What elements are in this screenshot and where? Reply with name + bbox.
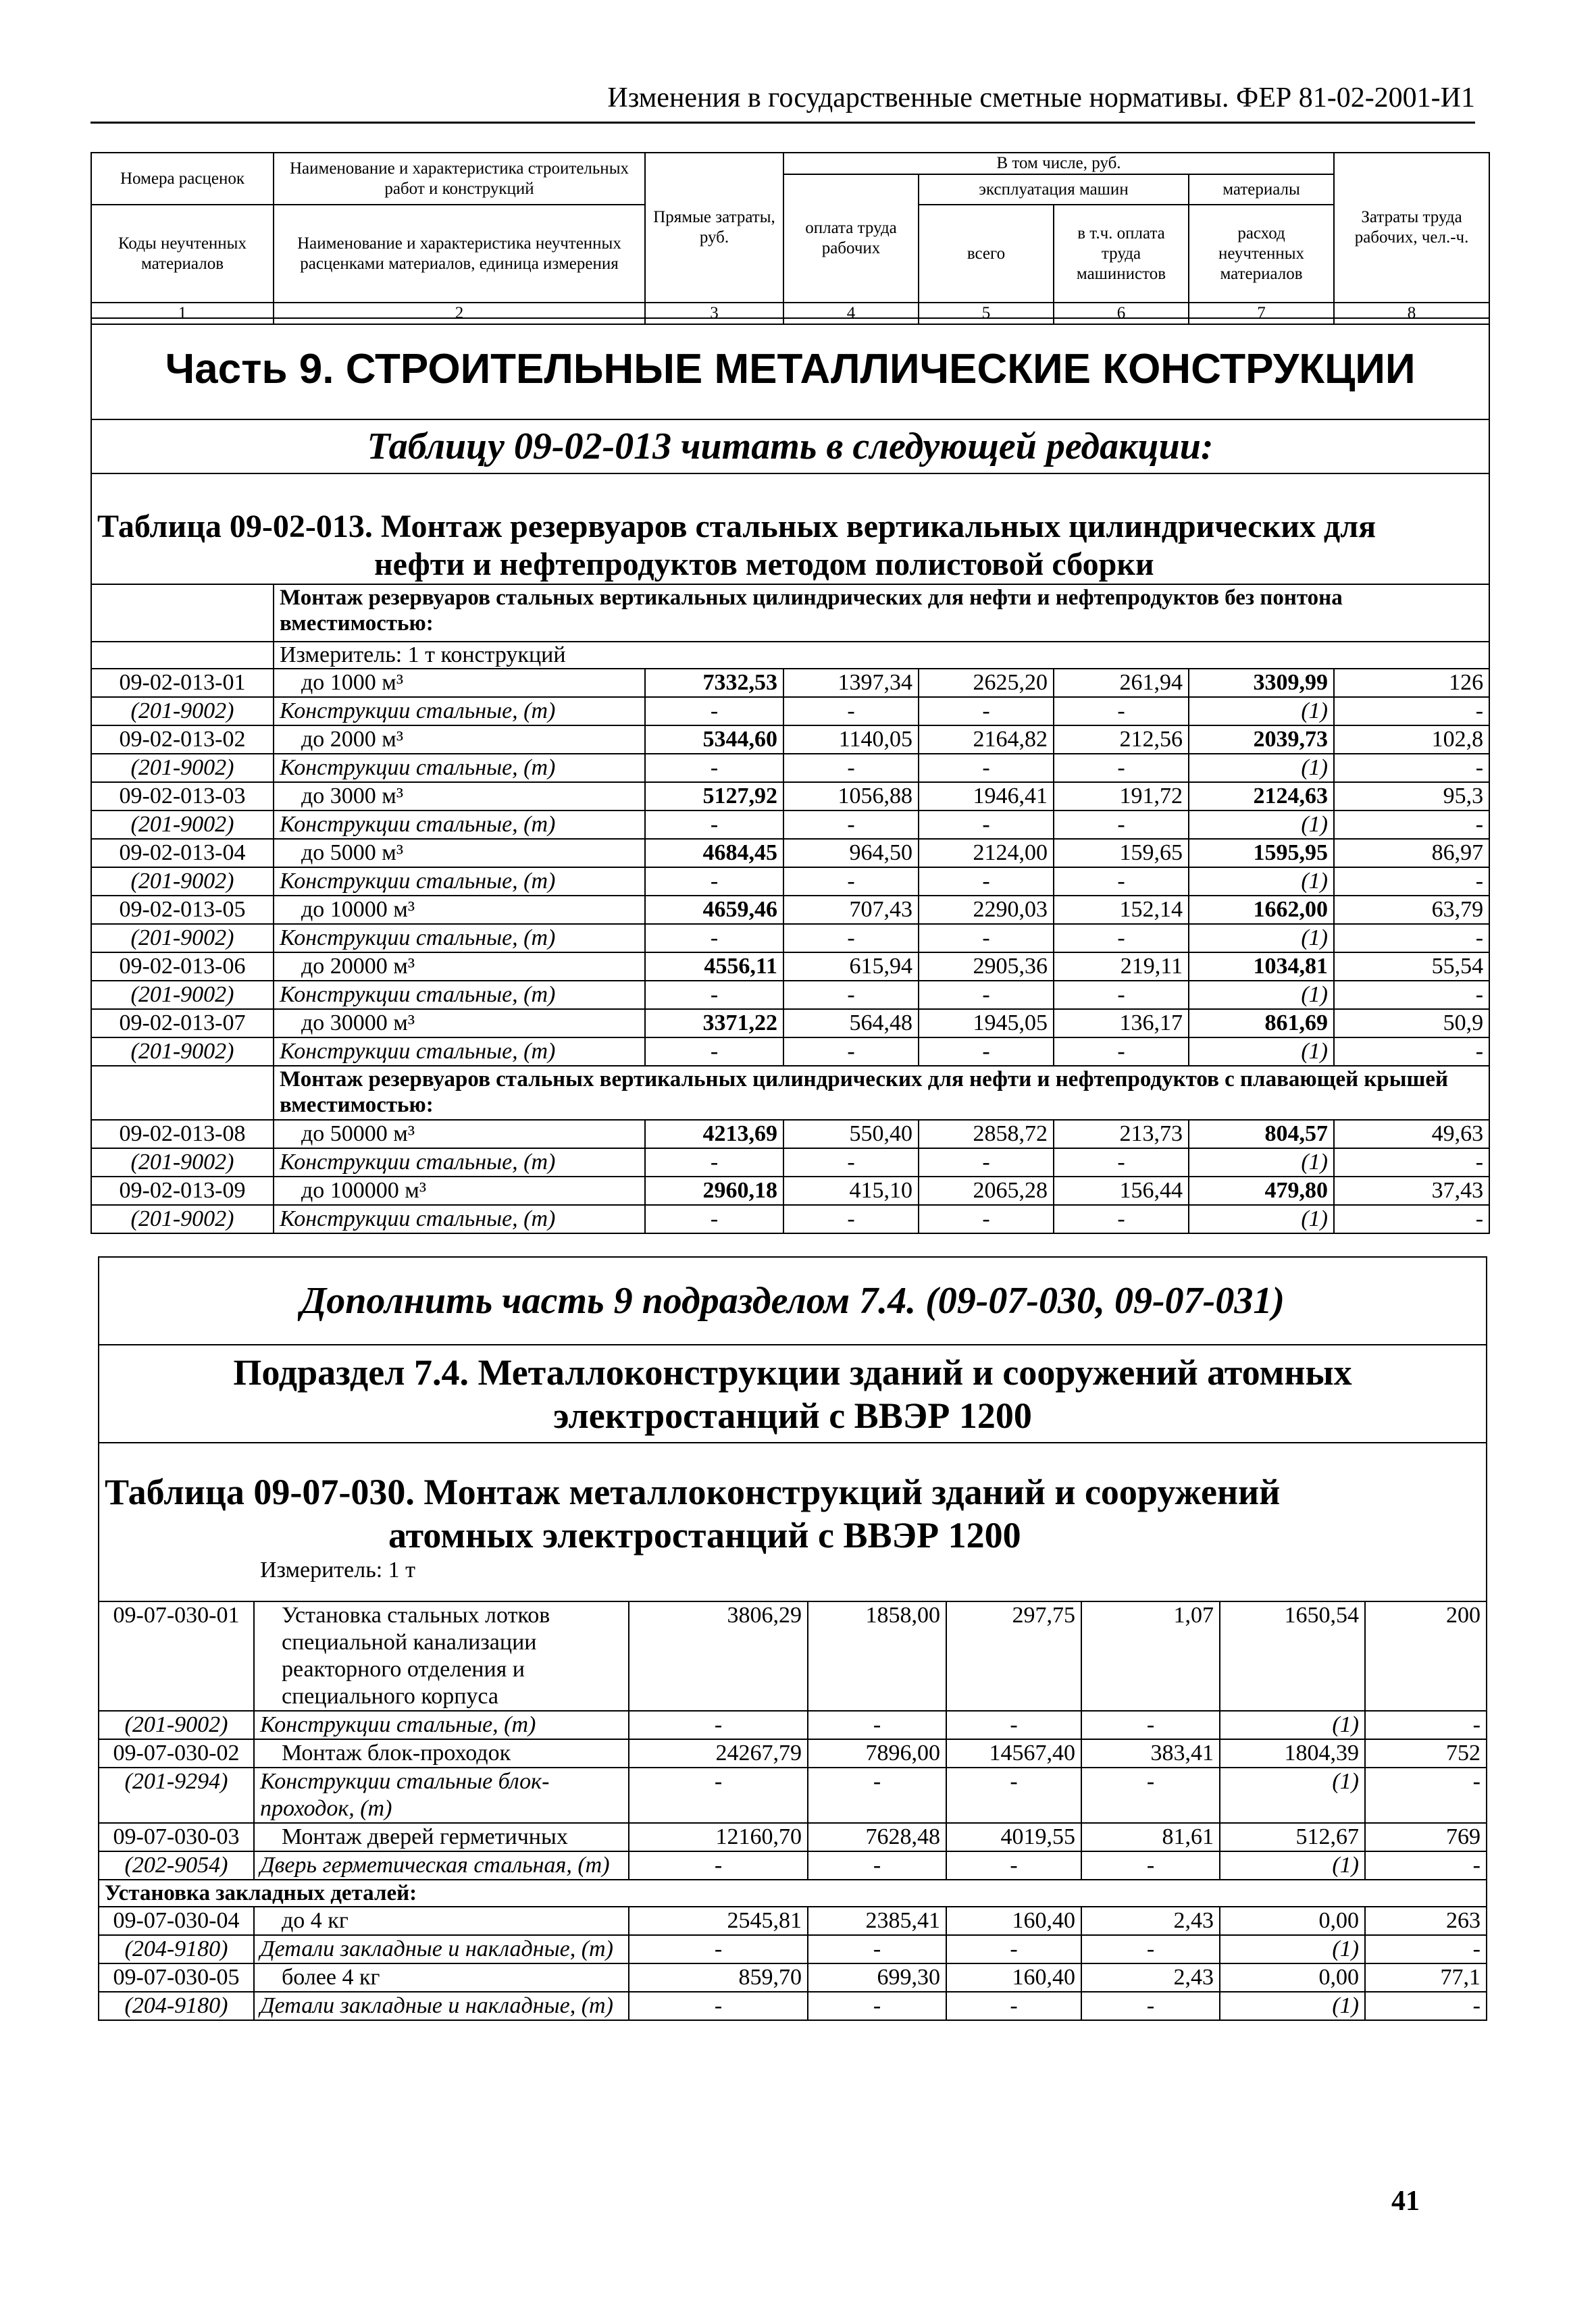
rate-code: 09-07-030-01	[99, 1601, 254, 1711]
table-row	[91, 697, 1489, 725]
table-row	[91, 839, 1489, 867]
operators-dash: -	[1081, 1992, 1220, 2020]
instruction-text: Таблицу 09-02-013 читать в следующей редакции:	[91, 419, 1489, 473]
direct-costs-value: 7332,53	[645, 669, 783, 697]
rate-name: Установка стальных лотков специальной канализации реакторного отделения и специального корпуса	[254, 1601, 629, 1711]
col-number: 2	[274, 303, 645, 324]
table-row	[99, 1992, 1487, 2020]
machines-value: 4019,55	[946, 1823, 1081, 1851]
rate-code: 09-02-013-01	[91, 669, 274, 697]
direct-dash: -	[645, 811, 783, 839]
col-total: всего	[919, 205, 1054, 303]
material-qty: (1)	[1220, 1935, 1365, 1963]
material-code: (204-9180)	[99, 1935, 254, 1963]
table-row	[91, 1205, 1489, 1233]
rate-code: 09-02-013-03	[91, 782, 274, 811]
operators-dash: -	[1081, 1711, 1220, 1739]
material-code: (201-9294)	[99, 1768, 254, 1823]
material-qty: (1)	[1189, 697, 1334, 725]
labor-dash: -	[1334, 924, 1489, 952]
machines-dash: -	[946, 1992, 1081, 2020]
table-row	[99, 1823, 1487, 1851]
col-machines: эксплуатация машин	[919, 174, 1189, 205]
machines-dash: -	[919, 924, 1054, 952]
materials-value: 0,00	[1220, 1907, 1365, 1935]
wages-dash: -	[808, 1935, 946, 1963]
labor-dash: -	[1334, 1037, 1489, 1066]
meter-label: Измеритель: 1 т	[260, 1558, 416, 1583]
operators-value: 213,73	[1054, 1120, 1189, 1148]
direct-costs-value: 4213,69	[645, 1120, 783, 1148]
labor-dash: -	[1365, 1992, 1487, 2020]
machines-dash: -	[946, 1768, 1081, 1823]
wages-dash: -	[783, 697, 919, 725]
table-row	[91, 1009, 1489, 1037]
operators-value: 152,14	[1054, 896, 1189, 924]
table-row	[91, 754, 1489, 782]
group-heading: Монтаж резервуаров стальных вертикальных цилиндрических для нефти и нефтепродуктов с плавающей крышей вместимостью:	[274, 1066, 1489, 1120]
operators-value: 1,07	[1081, 1601, 1220, 1711]
operators-value: 383,41	[1081, 1739, 1220, 1768]
group-heading: Монтаж резервуаров стальных вертикальных цилиндрических для нефти и нефтепродуктов без понтона вместимостью:	[274, 584, 1489, 642]
machines-dash: -	[946, 1935, 1081, 1963]
table-row	[99, 1601, 1487, 1711]
rate-name: до 5000 м³	[274, 839, 645, 867]
col-incl-rub: В том числе, руб.	[783, 153, 1334, 174]
materials-value: 3309,99	[1189, 669, 1334, 697]
col-number: 5	[919, 303, 1054, 324]
material-code: (201-9002)	[91, 1148, 274, 1177]
labor-value: 263	[1365, 1907, 1487, 1935]
direct-costs-value: 859,70	[629, 1963, 808, 1992]
machines-value: 1945,05	[919, 1009, 1054, 1037]
operators-value: 2,43	[1081, 1963, 1220, 1992]
direct-costs-value: 5344,60	[645, 725, 783, 754]
wages-value: 1140,05	[783, 725, 919, 754]
col-labor-costs: Затраты труда рабочих, чел.-ч.	[1334, 153, 1489, 303]
labor-dash: -	[1365, 1711, 1487, 1739]
operators-dash: -	[1054, 1148, 1189, 1177]
materials-value: 2039,73	[1189, 725, 1334, 754]
labor-value: 49,63	[1334, 1120, 1489, 1148]
material-qty: (1)	[1220, 1768, 1365, 1823]
wages-value: 564,48	[783, 1009, 919, 1037]
table-row	[91, 811, 1489, 839]
table-row	[91, 669, 1489, 697]
operators-dash: -	[1054, 1205, 1189, 1233]
direct-costs-value: 4659,46	[645, 896, 783, 924]
labor-value: 102,8	[1334, 725, 1489, 754]
labor-value: 77,1	[1365, 1963, 1487, 1992]
direct-costs-value: 5127,92	[645, 782, 783, 811]
table-row	[99, 1739, 1487, 1768]
col-wages: оплата труда рабочих	[783, 174, 919, 303]
direct-dash: -	[629, 1851, 808, 1880]
table-row	[99, 1711, 1487, 1739]
direct-dash: -	[629, 1935, 808, 1963]
materials-value: 0,00	[1220, 1963, 1365, 1992]
machines-dash: -	[919, 867, 1054, 896]
table-row	[99, 1851, 1487, 1880]
labor-dash: -	[1334, 981, 1489, 1009]
material-code: (201-9002)	[91, 867, 274, 896]
rate-name: до 3000 м³	[274, 782, 645, 811]
material-code: (201-9002)	[91, 981, 274, 1009]
wages-value: 550,40	[783, 1120, 919, 1148]
material-code: (202-9054)	[99, 1851, 254, 1880]
wages-value: 699,30	[808, 1963, 946, 1992]
wages-dash: -	[783, 981, 919, 1009]
rate-code: 09-02-013-05	[91, 896, 274, 924]
machines-dash: -	[919, 981, 1054, 1009]
rate-name: Монтаж дверей герметичных	[254, 1823, 629, 1851]
table-row	[91, 782, 1489, 811]
operators-value: 159,65	[1054, 839, 1189, 867]
material-name: Конструкции стальные, (т)	[274, 981, 645, 1009]
rate-name: до 50000 м³	[274, 1120, 645, 1148]
wages-value: 7628,48	[808, 1823, 946, 1851]
page-number: 41	[1391, 2186, 1420, 2217]
material-code: (201-9002)	[91, 811, 274, 839]
rate-code: 09-02-013-08	[91, 1120, 274, 1148]
material-qty: (1)	[1189, 754, 1334, 782]
addition-instruction: Дополнить часть 9 подразделом 7.4. (09-07-030, 09-07-031)	[99, 1257, 1487, 1345]
table-row	[91, 867, 1489, 896]
col-name-work: Наименование и характеристика строительных работ и конструкций	[274, 153, 645, 205]
machines-value: 2858,72	[919, 1120, 1054, 1148]
wages-value: 615,94	[783, 952, 919, 981]
machines-value: 2065,28	[919, 1177, 1054, 1205]
machines-dash: -	[919, 1205, 1054, 1233]
table-row	[99, 1768, 1487, 1823]
col-number: 1	[91, 303, 274, 324]
labor-value: 200	[1365, 1601, 1487, 1711]
materials-value: 1034,81	[1189, 952, 1334, 981]
col-direct-costs: Прямые затраты, руб.	[645, 153, 783, 303]
labor-value: 769	[1365, 1823, 1487, 1851]
wages-dash: -	[808, 1851, 946, 1880]
operators-value: 191,72	[1054, 782, 1189, 811]
rate-name: до 100000 м³	[274, 1177, 645, 1205]
operators-dash: -	[1054, 1037, 1189, 1066]
machines-dash: -	[919, 697, 1054, 725]
machines-value: 2164,82	[919, 725, 1054, 754]
material-name: Конструкции стальные, (т)	[274, 1148, 645, 1177]
operators-value: 81,61	[1081, 1823, 1220, 1851]
material-code: (201-9002)	[91, 1205, 274, 1233]
table-row	[91, 952, 1489, 981]
material-qty: (1)	[1220, 1851, 1365, 1880]
direct-dash: -	[645, 697, 783, 725]
rate-name: до 4 кг	[254, 1907, 629, 1935]
material-name: Конструкции стальные, (т)	[274, 811, 645, 839]
direct-costs-value: 2545,81	[629, 1907, 808, 1935]
wages-dash: -	[783, 1037, 919, 1066]
operators-value: 261,94	[1054, 669, 1189, 697]
rate-name: более 4 кг	[254, 1963, 629, 1992]
table-row	[91, 725, 1489, 754]
operators-dash: -	[1081, 1851, 1220, 1880]
labor-dash: -	[1334, 867, 1489, 896]
table-row	[99, 1935, 1487, 1963]
wages-dash: -	[783, 754, 919, 782]
material-name: Конструкции стальные, (т)	[274, 697, 645, 725]
rate-name: до 1000 м³	[274, 669, 645, 697]
labor-value: 752	[1365, 1739, 1487, 1768]
direct-dash: -	[645, 1037, 783, 1066]
rate-code: 09-07-030-05	[99, 1963, 254, 1992]
empty-cell	[91, 1066, 274, 1120]
material-code: (201-9002)	[99, 1711, 254, 1739]
table-07-030-title	[99, 1443, 1487, 1601]
operators-dash: -	[1054, 697, 1189, 725]
table-07-030-title-line1: Таблица 09-07-030. Монтаж металлоконструкций зданий и сооружений	[105, 1472, 1281, 1512]
labor-value: 86,97	[1334, 839, 1489, 867]
wages-dash: -	[783, 1205, 919, 1233]
material-qty: (1)	[1189, 811, 1334, 839]
material-code: (201-9002)	[91, 924, 274, 952]
table-row	[91, 1148, 1489, 1177]
direct-dash: -	[645, 1205, 783, 1233]
materials-value: 1804,39	[1220, 1739, 1365, 1768]
labor-value: 50,9	[1334, 1009, 1489, 1037]
table-row	[91, 1120, 1489, 1148]
direct-dash: -	[645, 1148, 783, 1177]
addition-block	[98, 1256, 1487, 1602]
wages-value: 707,43	[783, 896, 919, 924]
group-heading: Установка закладных деталей:	[99, 1880, 1487, 1907]
direct-costs-value: 2960,18	[645, 1177, 783, 1205]
material-name: Дверь герметическая стальная, (т)	[254, 1851, 629, 1880]
machines-value: 2905,36	[919, 952, 1054, 981]
operators-dash: -	[1054, 754, 1189, 782]
operators-value: 156,44	[1054, 1177, 1189, 1205]
machines-value: 14567,40	[946, 1739, 1081, 1768]
table-row	[99, 1907, 1487, 1935]
table-row	[99, 1963, 1487, 1992]
materials-value: 861,69	[1189, 1009, 1334, 1037]
machines-dash: -	[919, 1148, 1054, 1177]
column-header-table	[91, 152, 1490, 325]
materials-value: 804,57	[1189, 1120, 1334, 1148]
col-incl-operators: в т.ч. оплата труда машинистов	[1054, 205, 1189, 303]
direct-dash: -	[645, 867, 783, 896]
material-code: (201-9002)	[91, 1037, 274, 1066]
machines-value: 2625,20	[919, 669, 1054, 697]
materials-value: 512,67	[1220, 1823, 1365, 1851]
rate-code: 09-07-030-04	[99, 1907, 254, 1935]
material-qty: (1)	[1189, 924, 1334, 952]
table-row	[91, 1037, 1489, 1066]
table-09-02-013	[91, 317, 1490, 1234]
rate-name: до 2000 м³	[274, 725, 645, 754]
material-qty: (1)	[1189, 867, 1334, 896]
table-title-line2: нефти и нефтепродуктов методом полистовой сборки	[374, 546, 1154, 582]
operators-value: 136,17	[1054, 1009, 1189, 1037]
direct-dash: -	[645, 754, 783, 782]
rate-code: 09-07-030-03	[99, 1823, 254, 1851]
operators-dash: -	[1054, 981, 1189, 1009]
col-number: 4	[783, 303, 919, 324]
wages-dash: -	[808, 1992, 946, 2020]
running-header: Изменения в государственные сметные нормативы. ФЕР 81-02-2001-И1	[91, 74, 1475, 124]
wages-dash: -	[783, 811, 919, 839]
material-name: Конструкции стальные, (т)	[274, 924, 645, 952]
operators-dash: -	[1081, 1935, 1220, 1963]
col-number: 8	[1334, 303, 1489, 324]
rate-code: 09-02-013-07	[91, 1009, 274, 1037]
wages-dash: -	[783, 1148, 919, 1177]
machines-dash: -	[919, 811, 1054, 839]
rate-code: 09-02-013-04	[91, 839, 274, 867]
labor-value: 126	[1334, 669, 1489, 697]
material-name: Конструкции стальные блок-проходок, (т)	[254, 1768, 629, 1823]
machines-value: 297,75	[946, 1601, 1081, 1711]
operators-dash: -	[1054, 811, 1189, 839]
material-name: Конструкции стальные, (т)	[274, 867, 645, 896]
operators-value: 212,56	[1054, 725, 1189, 754]
labor-dash: -	[1365, 1768, 1487, 1823]
table-title-line1: Таблица 09-02-013. Монтаж резервуаров стальных вертикальных цилиндрических для	[97, 509, 1376, 544]
machines-value: 2290,03	[919, 896, 1054, 924]
table-09-07-030	[98, 1601, 1487, 2021]
wages-dash: -	[808, 1768, 946, 1823]
direct-costs-value: 12160,70	[629, 1823, 808, 1851]
wages-dash: -	[808, 1711, 946, 1739]
materials-value: 479,80	[1189, 1177, 1334, 1205]
rate-code: 09-02-013-02	[91, 725, 274, 754]
empty-cell	[91, 584, 274, 642]
wages-dash: -	[783, 867, 919, 896]
direct-dash: -	[645, 924, 783, 952]
table-row	[91, 1177, 1489, 1205]
rate-name: до 30000 м³	[274, 1009, 645, 1037]
subsection-title	[99, 1345, 1487, 1443]
labor-dash: -	[1334, 754, 1489, 782]
rate-name: Монтаж блок-проходок	[254, 1739, 629, 1768]
materials-value: 1662,00	[1189, 896, 1334, 924]
direct-dash: -	[645, 981, 783, 1009]
material-qty: (1)	[1189, 981, 1334, 1009]
wages-value: 1858,00	[808, 1601, 946, 1711]
labor-dash: -	[1334, 697, 1489, 725]
machines-value: 160,40	[946, 1907, 1081, 1935]
operators-value: 219,11	[1054, 952, 1189, 981]
material-name: Детали закладные и накладные, (т)	[254, 1992, 629, 2020]
labor-dash: -	[1334, 1205, 1489, 1233]
material-code: (201-9002)	[91, 697, 274, 725]
col-consumption: расход неучтенных материалов	[1189, 205, 1334, 303]
machines-value: 160,40	[946, 1963, 1081, 1992]
material-name: Детали закладные и накладные, (т)	[254, 1935, 629, 1963]
wages-value: 1397,34	[783, 669, 919, 697]
material-qty: (1)	[1220, 1992, 1365, 2020]
operators-value: 2,43	[1081, 1907, 1220, 1935]
material-name: Конструкции стальные, (т)	[274, 1037, 645, 1066]
empty-cell	[91, 642, 274, 669]
operators-dash: -	[1054, 867, 1189, 896]
machines-value: 1946,41	[919, 782, 1054, 811]
labor-value: 63,79	[1334, 896, 1489, 924]
material-qty: (1)	[1220, 1711, 1365, 1739]
labor-dash: -	[1365, 1935, 1487, 1963]
col-materials: материалы	[1189, 174, 1334, 205]
material-name: Конструкции стальные, (т)	[274, 1205, 645, 1233]
materials-value: 1595,95	[1189, 839, 1334, 867]
wages-value: 2385,41	[808, 1907, 946, 1935]
labor-dash: -	[1334, 1148, 1489, 1177]
materials-value: 2124,63	[1189, 782, 1334, 811]
material-qty: (1)	[1189, 1205, 1334, 1233]
materials-value: 1650,54	[1220, 1601, 1365, 1711]
direct-dash: -	[629, 1768, 808, 1823]
machines-dash: -	[919, 1037, 1054, 1066]
col-number: 3	[645, 303, 783, 324]
direct-costs-value: 4556,11	[645, 952, 783, 981]
wages-value: 7896,00	[808, 1739, 946, 1768]
direct-costs-value: 3806,29	[629, 1601, 808, 1711]
material-code: (201-9002)	[91, 754, 274, 782]
subsection-title-line2: электростанций с ВВЭР 1200	[553, 1395, 1032, 1436]
machines-dash: -	[946, 1851, 1081, 1880]
col-name-materials: Наименование и характеристика неучтенных расценками материалов, единица измерения	[274, 205, 645, 303]
subsection-title-line1: Подраздел 7.4. Металлоконструкции зданий и сооружений атомных	[233, 1352, 1352, 1393]
operators-dash: -	[1081, 1768, 1220, 1823]
wages-value: 964,50	[783, 839, 919, 867]
material-code: (204-9180)	[99, 1992, 254, 2020]
labor-dash: -	[1334, 811, 1489, 839]
machines-dash: -	[919, 754, 1054, 782]
wages-value: 1056,88	[783, 782, 919, 811]
material-qty: (1)	[1189, 1037, 1334, 1066]
labor-value: 95,3	[1334, 782, 1489, 811]
wages-dash: -	[783, 924, 919, 952]
rate-name: до 20000 м³	[274, 952, 645, 981]
part-title: Часть 9. СТРОИТЕЛЬНЫЕ МЕТАЛЛИЧЕСКИЕ КОНСТРУКЦИИ	[91, 318, 1489, 419]
rate-name: до 10000 м³	[274, 896, 645, 924]
direct-dash: -	[629, 1992, 808, 2020]
col-rates-numbers: Номера расценок	[91, 153, 274, 205]
col-number: 6	[1054, 303, 1189, 324]
material-name: Конструкции стальные, (т)	[254, 1711, 629, 1739]
table-title	[91, 473, 1489, 584]
table-row	[91, 981, 1489, 1009]
operators-dash: -	[1054, 924, 1189, 952]
labor-dash: -	[1365, 1851, 1487, 1880]
table-row	[91, 924, 1489, 952]
rate-code: 09-02-013-06	[91, 952, 274, 981]
meter-label: Измеритель: 1 т конструкций	[274, 642, 1489, 669]
table-row	[91, 896, 1489, 924]
rate-code: 09-02-013-09	[91, 1177, 274, 1205]
direct-costs-value: 3371,22	[645, 1009, 783, 1037]
direct-costs-value: 24267,79	[629, 1739, 808, 1768]
direct-dash: -	[629, 1711, 808, 1739]
labor-value: 55,54	[1334, 952, 1489, 981]
col-codes: Коды неучтенных материалов	[91, 205, 274, 303]
machines-value: 2124,00	[919, 839, 1054, 867]
material-name: Конструкции стальные, (т)	[274, 754, 645, 782]
direct-costs-value: 4684,45	[645, 839, 783, 867]
wages-value: 415,10	[783, 1177, 919, 1205]
col-number: 7	[1189, 303, 1334, 324]
material-qty: (1)	[1189, 1148, 1334, 1177]
table-07-030-title-line2: атомных электростанций с ВВЭР 1200	[388, 1515, 1021, 1555]
rate-code: 09-07-030-02	[99, 1739, 254, 1768]
labor-value: 37,43	[1334, 1177, 1489, 1205]
machines-dash: -	[946, 1711, 1081, 1739]
